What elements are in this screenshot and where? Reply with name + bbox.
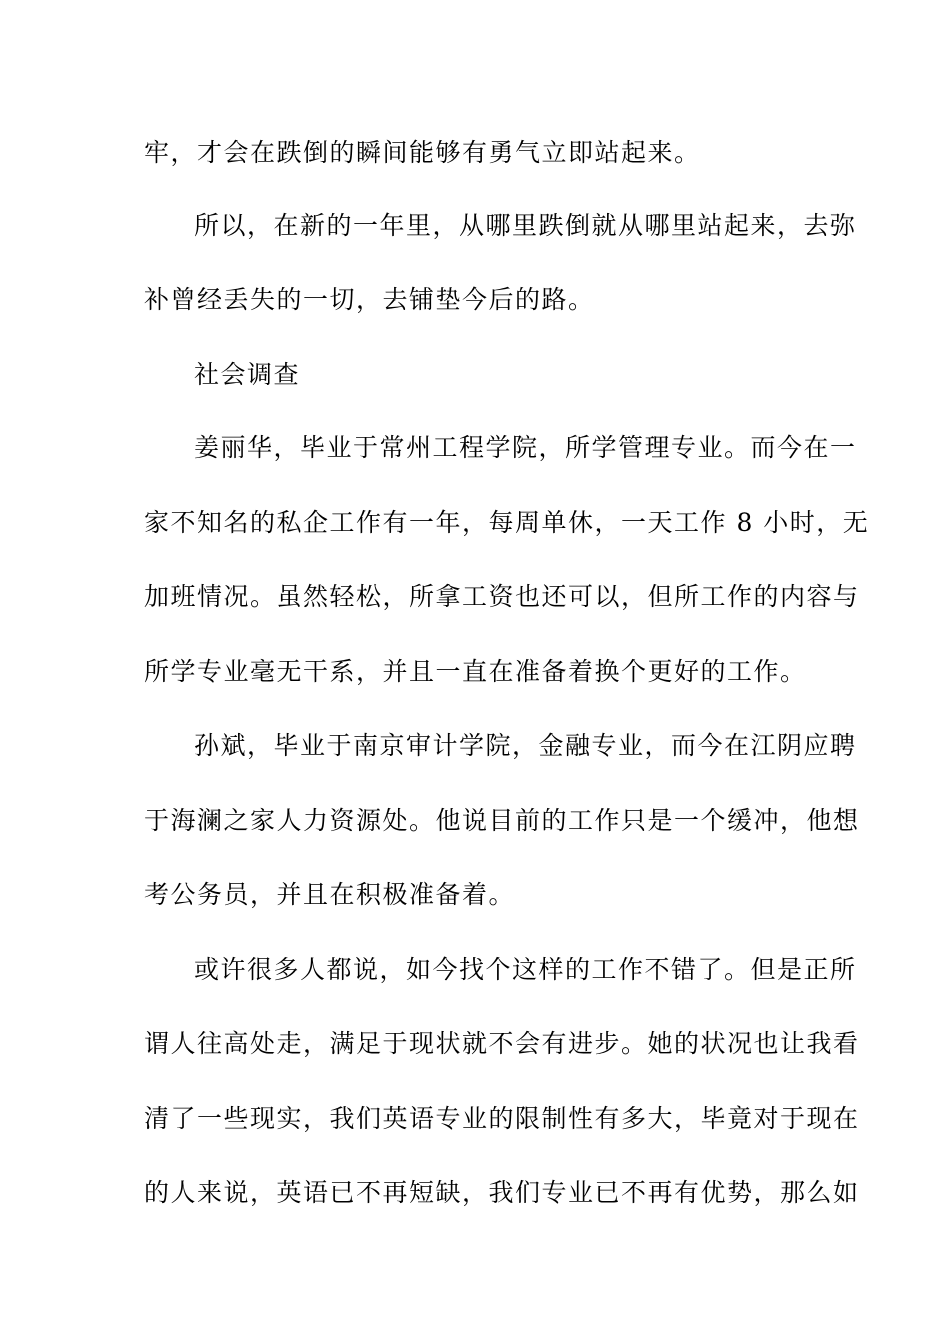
text-line: 补曾经丢失的一切，去铺垫今后的路。: [144, 285, 595, 314]
text-line: 清了一些现实，我们英语专业的限制性有多大，毕竟对于现在: [144, 1104, 860, 1133]
text-line: 考公务员，并且在积极准备着。: [144, 880, 516, 909]
text-line: 或许很多人都说，如今找个这样的工作不错了。但是正所: [194, 955, 857, 984]
text-line: 于海澜之家人力资源处。他说目前的工作只是一个缓冲，他想: [144, 806, 860, 835]
section-heading: 社会调查: [194, 360, 301, 389]
text-line: 加班情况。虽然轻松，所拿工资也还可以，但所工作的内容与: [144, 582, 860, 611]
text-line: 家不知名的私企工作有一年，每周单休，一天工作 8 小时，无: [144, 508, 870, 537]
text-line: 所学专业毫无干系，并且一直在准备着换个更好的工作。: [144, 657, 807, 686]
text-line: 的人来说，英语已不再短缺，我们专业已不再有优势，那么如: [144, 1178, 860, 1207]
text-line: 姜丽华，毕业于常州工程学院，所学管理专业。而今在一: [194, 433, 857, 462]
text-line: 孙斌，毕业于南京审计学院，金融专业，而今在江阴应聘: [194, 731, 857, 760]
text-line: 谓人往高处走，满足于现状就不会有进步。她的状况也让我看: [144, 1029, 860, 1058]
text-line: 牢，才会在跌倒的瞬间能够有勇气立即站起来。: [144, 138, 701, 167]
text-line: 所以，在新的一年里，从哪里跌倒就从哪里站起来，去弥: [194, 211, 857, 240]
